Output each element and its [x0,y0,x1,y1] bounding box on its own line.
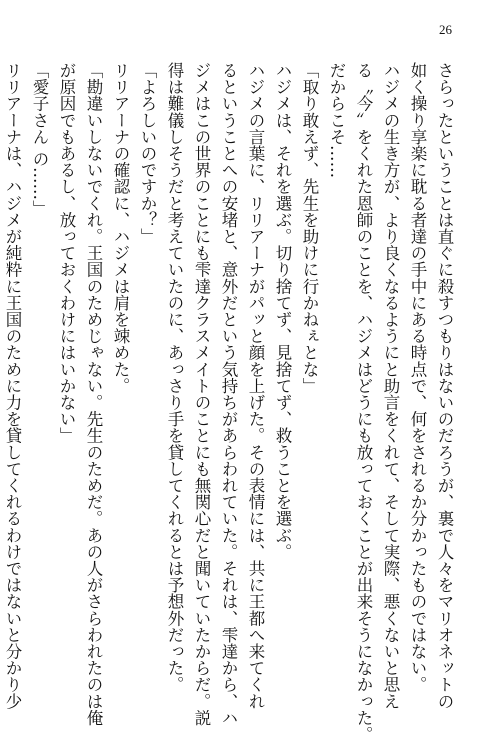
text-line: リリアーナは、ハジメが純粋に王国のために力を貸してくれるわけではないと分かり少 [3,62,22,710]
text-line: 「愛子さん の……」 [30,62,49,217]
text-line: るということへの安堵と、意外だという気持ちがあらわれていた。それは、雫達から、ハ [219,62,238,726]
text-line: 「勘違いしないでくれ。王国のためじゃない。先生のためだ。あの人がさらわれたのは俺 [84,62,103,726]
text-line: さらったということは直ぐに殺すつもりはないのだろうが、裏で人々をマリオネットの [435,62,454,710]
text-line: リリアーナの確認に、ハジメは肩を竦めた。 [111,62,130,394]
text-line: 如く操り享楽に耽る者達の手中にある時点で、何をされるか分かったものではない。 [408,62,427,693]
text-line: ジメはこの世界のことにも雫達クラスメイトのことにも無関心だと聞いていたからだ。説 [192,62,211,726]
text-line: 得は難儀しそうだと考えていたのに、あっさり手を貸してくれるとは予想外だった。 [165,62,184,693]
text-line: 「よろしいのですか？」 [138,62,157,245]
text-line: ハジメの生き方が、より良くなるようにと助言をくれて、そして実際、悪くないと思え [381,62,400,710]
text-line: ハジメの言葉に、リリアーナがパッと顔を上げた。その表情には、共に王都へ来てくれ [246,62,265,710]
text-line: ハジメは、それを選ぶ。切り捨てず、見捨てず、救うことを選ぶ。 [273,62,292,560]
text-line: る〝今〟をくれた恩師のことを、ハジメはどうにも放っておくことが出来そうになかった。 [354,62,373,743]
text-line: 「取り敢えず、先生を助けに行かねぇとな」 [300,62,319,394]
text-line: だからこそ…… [327,62,346,179]
vertical-text-body [3,62,458,743]
text-line: が原因でもあるし、放っておくわけにはいかない」 [57,62,76,444]
page-number: 26 [439,22,452,37]
